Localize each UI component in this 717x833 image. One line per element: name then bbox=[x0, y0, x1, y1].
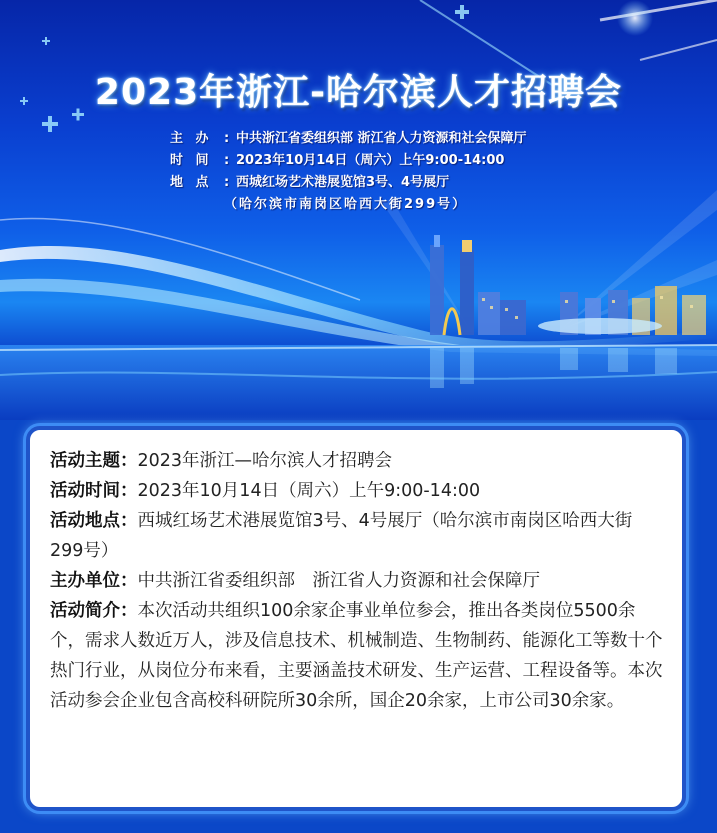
banner-time-row bbox=[170, 150, 690, 172]
time-value: 2023年10月14日（周六）上午9:00-14:00 bbox=[236, 153, 505, 168]
host-label: 主办单位： bbox=[50, 571, 138, 591]
intro-label: 活动简介： bbox=[50, 601, 138, 621]
banner-organizer-row bbox=[170, 128, 690, 150]
intro-value: 本次活动共组织100余家企事业单位参会，推出各类岗位5500余个，需求人数近万人，涉及信息技术、机械制造、生物制药、能源化工等数十个热门行业，从岗位分布来看，主要涵盖技术研发、生产运营、工程设备等。本次活动参会企业包含高校科研院所30余所，国企20余家，上市公司30余家。 bbox=[50, 601, 663, 711]
detail-intro bbox=[50, 596, 664, 716]
separator: : bbox=[224, 131, 230, 146]
detail-place bbox=[50, 506, 664, 566]
theme-value: 2023年浙江—哈尔滨人才招聘会 bbox=[137, 451, 393, 471]
detail-theme bbox=[50, 446, 664, 476]
host-value: 中共浙江省委组织部 浙江省人力资源和社会保障厅 bbox=[137, 571, 540, 591]
organizer-label: 主 办 bbox=[170, 131, 213, 146]
banner-location-row bbox=[170, 172, 690, 194]
banner-address-line: （哈尔滨市南岗区哈西大街299号） bbox=[224, 197, 468, 212]
organizer-value: 中共浙江省委组织部 浙江省人力资源和社会保障厅 bbox=[236, 131, 527, 146]
location-value: 西城红场艺术港展览馆3号、4号展厅 bbox=[236, 175, 450, 190]
place-value: 西城红场艺术港展览馆3号、4号展厅（哈尔滨市南岗区哈西大街299号） bbox=[50, 511, 633, 561]
time-detail-value: 2023年10月14日（周六）上午9:00-14:00 bbox=[137, 481, 481, 501]
event-title: 2023年浙江-哈尔滨人才招聘会 bbox=[94, 72, 623, 113]
place-label: 活动地点： bbox=[50, 511, 138, 531]
detail-host bbox=[50, 566, 664, 596]
time-label: 时 间 bbox=[170, 153, 213, 168]
banner-info-block bbox=[170, 128, 690, 216]
details-card bbox=[26, 426, 686, 811]
theme-label: 活动主题： bbox=[50, 451, 138, 471]
time-detail-label: 活动时间： bbox=[50, 481, 138, 501]
separator: : bbox=[224, 153, 230, 168]
location-label: 地 点 bbox=[170, 175, 213, 190]
detail-time bbox=[50, 476, 664, 506]
separator: : bbox=[224, 175, 230, 190]
